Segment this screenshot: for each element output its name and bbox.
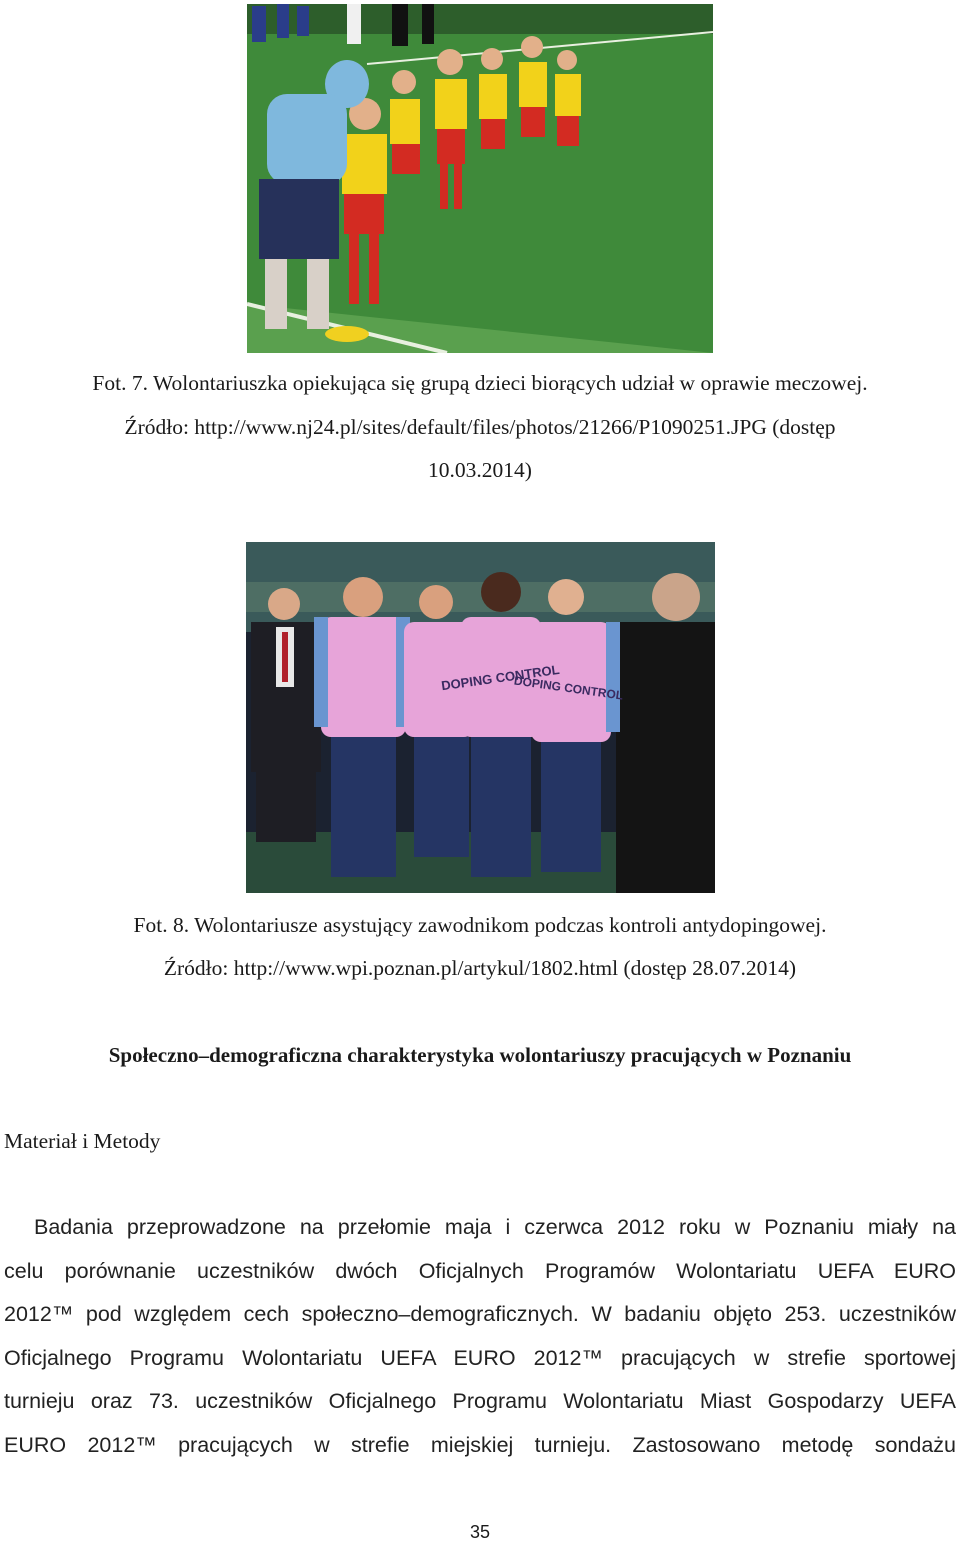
figure-8-caption-line-2: Źródło: http://www.wpi.poznan.pl/artykul/1802.html (dostęp 28.07.2014) <box>163 956 797 980</box>
page-number: 35 <box>469 1522 491 1542</box>
paragraph-line: Oficjalnego Programu Wolontariatu UEFA EURO 2012™ pracujących w strefie sportowej <box>4 1345 956 1370</box>
figure-7-caption-line-2: Źródło: http://www.nj24.pl/sites/default/files/photos/21266/P1090251.JPG (dostęp <box>124 415 836 439</box>
photo-volunteer-with-children <box>247 4 713 353</box>
paragraph-line: turnieju oraz 73. uczestników Oficjalnego Programu Wolontariatu Miast Gospodarzy UEFA <box>4 1389 956 1413</box>
section-heading: Społeczno–demograficzna charakterystyka wolontariuszy pracujących w Poznaniu <box>108 1043 852 1067</box>
paragraph-line: EURO 2012™ pracujących w strefie miejskiej turnieju. Zastosowano metodę sondażu <box>4 1432 956 1457</box>
figure-7-caption-line-3: 10.03.2014) <box>428 458 532 482</box>
subheading: Materiał i Metody <box>4 1129 161 1153</box>
figure-8-caption-line-1: Fot. 8. Wolontariusze asystujący zawodnikom podczas kontroli antydopingowej. <box>133 913 827 937</box>
paragraph-line: celu porównanie uczestników dwóch Oficjalnych Programów Wolontariatu UEFA EURO <box>4 1258 956 1283</box>
body-paragraph <box>4 1206 956 1467</box>
photo-doping-control-volunteers <box>246 542 715 893</box>
vest-label-2: DOPING CONTROL <box>513 673 624 703</box>
figure-7-caption-line-1: Fot. 7. Wolontariuszka opiekująca się grupą dzieci biorących udział w oprawie meczowej. <box>92 371 868 395</box>
paragraph-line: Badania przeprowadzone na przełomie maja i czerwca 2012 roku w Poznaniu miały na <box>34 1215 956 1239</box>
vest-label-1: DOPING CONTROL <box>440 661 561 694</box>
paragraph-line: 2012™ pod względem cech społeczno–demograficznych. W badaniu objęto 253. uczestników <box>4 1302 956 1326</box>
